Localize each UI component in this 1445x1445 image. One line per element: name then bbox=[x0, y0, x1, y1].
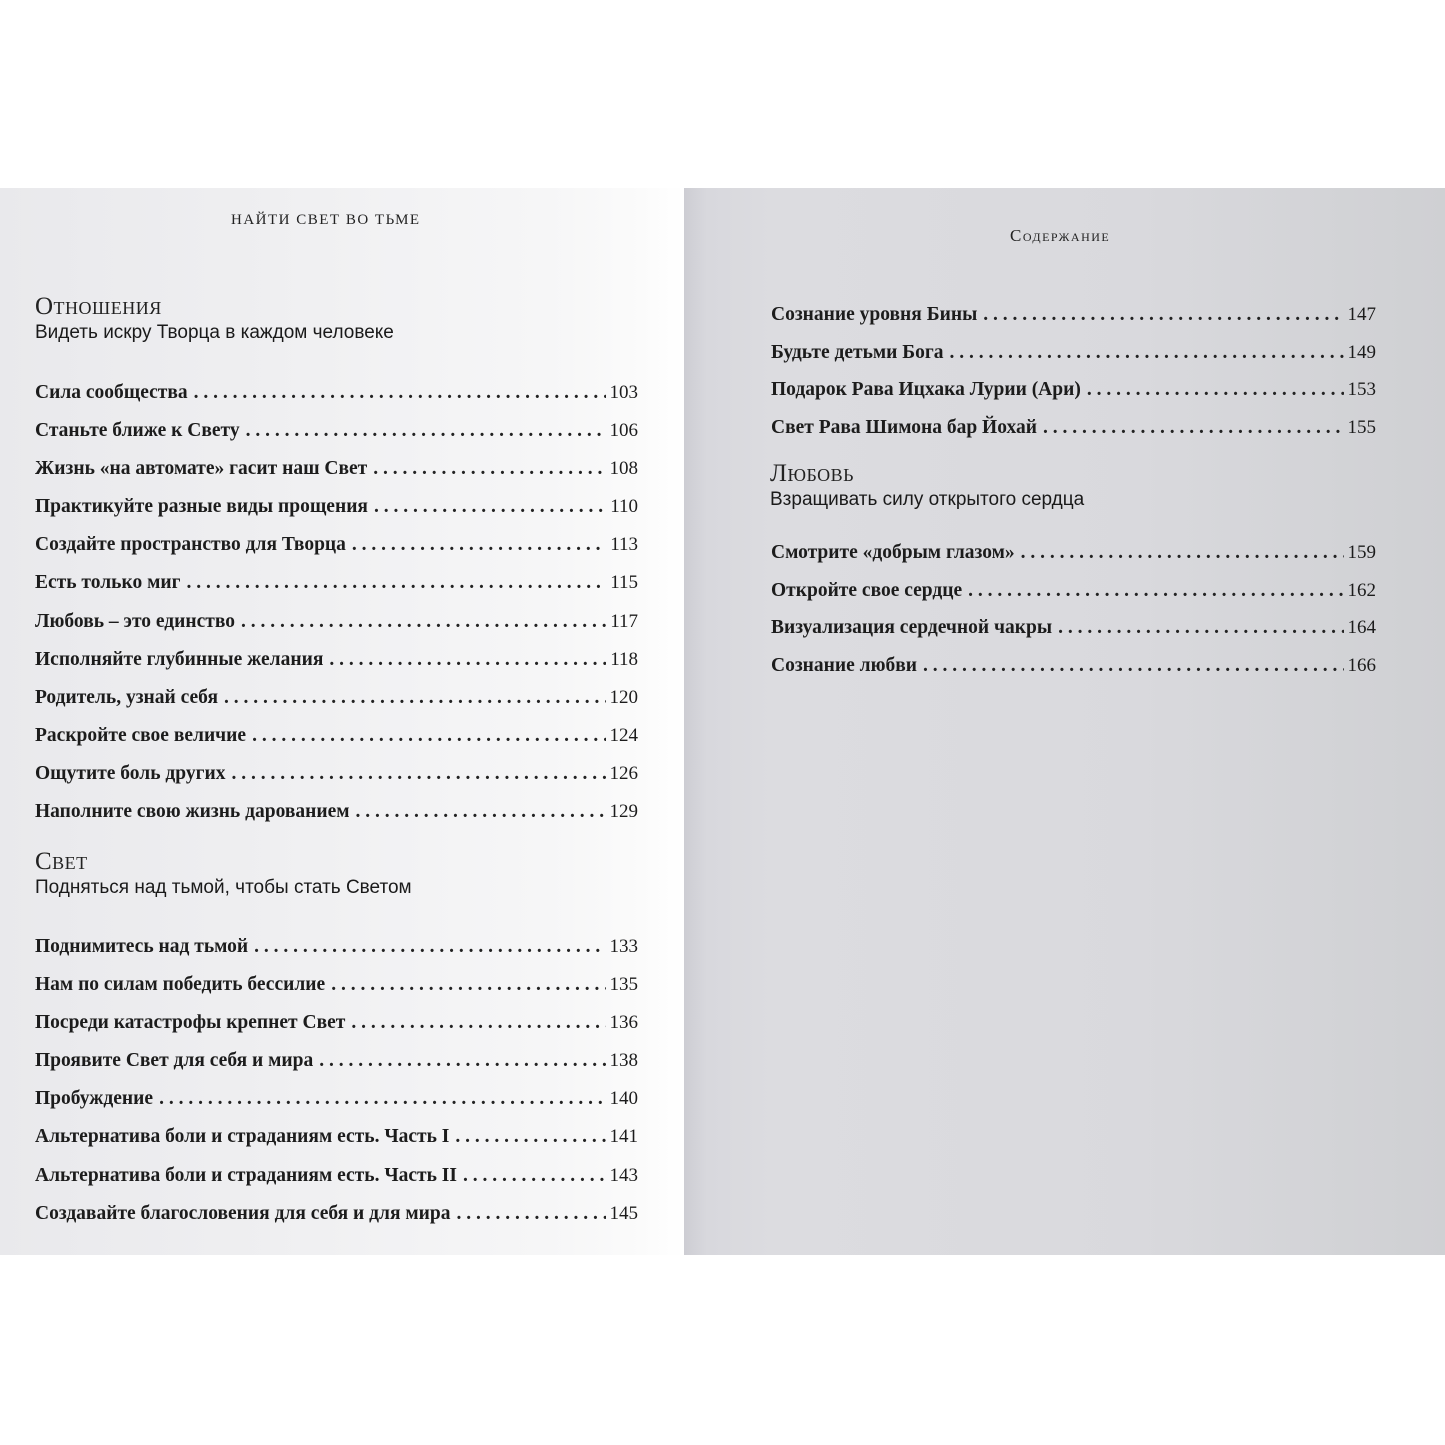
toc-entry[interactable] bbox=[35, 488, 638, 526]
toc-page-number: 129 bbox=[609, 801, 638, 823]
dot-leader bbox=[331, 966, 605, 1004]
toc-page-number: 115 bbox=[610, 572, 638, 594]
section-heading-relationships bbox=[35, 293, 394, 345]
toc-entry-title: Посреди катастрофы крепнет Свет bbox=[35, 1012, 346, 1034]
dot-leader bbox=[231, 755, 605, 793]
toc-entry[interactable] bbox=[35, 526, 638, 564]
toc-page-number: 149 bbox=[1347, 341, 1376, 363]
dot-leader bbox=[351, 1004, 605, 1042]
toc-entry[interactable] bbox=[771, 371, 1376, 409]
toc-page-number: 120 bbox=[609, 686, 638, 708]
toc-entry[interactable] bbox=[35, 928, 638, 966]
toc-entry-title: Подарок Рава Ицхака Лурии (Ари) bbox=[771, 379, 1081, 400]
toc-entry[interactable] bbox=[35, 1157, 638, 1195]
dot-leader bbox=[374, 488, 606, 526]
toc-list-light bbox=[35, 928, 638, 1233]
toc-list-relationships bbox=[35, 374, 638, 831]
section-heading-light bbox=[35, 848, 412, 900]
toc-entry[interactable] bbox=[35, 603, 638, 641]
toc-entry[interactable] bbox=[771, 609, 1376, 647]
dot-leader bbox=[224, 679, 606, 717]
dot-leader bbox=[159, 1080, 605, 1118]
dot-leader bbox=[241, 603, 606, 641]
toc-page-number: 136 bbox=[609, 1012, 638, 1034]
toc-entry[interactable] bbox=[35, 1118, 638, 1156]
toc-page-number: 155 bbox=[1347, 416, 1376, 438]
left-page bbox=[0, 188, 684, 1255]
toc-entry-title: Практикуйте разные виды прощения bbox=[35, 496, 368, 518]
running-head-right: Содержание bbox=[1010, 226, 1111, 245]
toc-page-number: 141 bbox=[609, 1126, 638, 1148]
toc-entry[interactable] bbox=[35, 966, 638, 1004]
toc-page-number: 138 bbox=[609, 1050, 638, 1072]
dot-leader bbox=[1043, 409, 1344, 446]
section-heading-love bbox=[770, 460, 1084, 512]
running-head-left: НАЙТИ СВЕТ ВО ТЬМЕ bbox=[231, 212, 421, 228]
dot-leader bbox=[186, 564, 606, 602]
toc-page-number: 166 bbox=[1347, 654, 1376, 676]
dot-leader bbox=[356, 793, 606, 831]
toc-entry-title: Раскройте свое величие bbox=[35, 724, 247, 746]
toc-page-number: 143 bbox=[609, 1164, 638, 1186]
toc-entry-title: Родитель, узнай себя bbox=[35, 686, 218, 708]
toc-entry-title: Создавайте благословения для себя и для мира bbox=[35, 1202, 451, 1224]
toc-page-number: 124 bbox=[609, 724, 638, 746]
dot-leader bbox=[373, 450, 605, 488]
section-title: Отношения bbox=[35, 293, 162, 320]
toc-page-number: 106 bbox=[609, 420, 638, 442]
toc-entry-title: Альтернатива боли и страданиям есть. Часть I bbox=[35, 1126, 450, 1148]
dot-leader bbox=[1021, 534, 1344, 571]
dot-leader bbox=[968, 572, 1343, 609]
toc-entry-title: Наполните свою жизнь дарованием bbox=[35, 801, 350, 823]
dot-leader bbox=[194, 374, 606, 412]
toc-page-number: 140 bbox=[609, 1088, 638, 1110]
toc-entry[interactable] bbox=[35, 1080, 638, 1118]
dot-leader bbox=[319, 1042, 605, 1080]
dot-leader bbox=[329, 641, 606, 679]
toc-entry-title: Жизнь «на автомате» гасит наш Свет bbox=[35, 458, 368, 480]
toc-entry[interactable] bbox=[35, 1004, 638, 1042]
section-subtitle: Видеть искру Творца в каждом человеке bbox=[35, 322, 394, 343]
toc-entry[interactable] bbox=[35, 679, 638, 717]
dot-leader bbox=[246, 412, 606, 450]
dot-leader bbox=[252, 717, 605, 755]
toc-entry-title: Пробуждение bbox=[35, 1088, 154, 1110]
toc-entry[interactable] bbox=[771, 647, 1376, 685]
toc-entry-title: Откройте свое сердце bbox=[771, 579, 963, 601]
section-title: Свет bbox=[35, 848, 88, 875]
toc-entry[interactable] bbox=[35, 1195, 638, 1233]
toc-page-number: 153 bbox=[1347, 379, 1376, 400]
dot-leader bbox=[983, 296, 1343, 333]
toc-entry[interactable] bbox=[35, 1042, 638, 1080]
toc-entry-title: Свет Рава Шимона бар Йохай bbox=[771, 416, 1037, 438]
toc-page-number: 117 bbox=[610, 610, 638, 632]
book-spread bbox=[0, 188, 1445, 1255]
toc-entry-title: Исполняйте глубинные желания bbox=[35, 648, 324, 670]
toc-entry-title: Ощутите боль других bbox=[35, 762, 226, 784]
toc-page-number: 133 bbox=[609, 936, 638, 957]
toc-entry-title: Сила сообщества bbox=[35, 382, 188, 403]
toc-entry[interactable] bbox=[35, 793, 638, 831]
toc-entry-title: Будьте детьми Бога bbox=[771, 341, 944, 363]
toc-entry[interactable] bbox=[35, 374, 638, 412]
dot-leader bbox=[1087, 371, 1344, 408]
dot-leader bbox=[254, 928, 605, 966]
toc-page-number: 145 bbox=[609, 1202, 638, 1224]
toc-page-number: 159 bbox=[1347, 542, 1376, 563]
toc-entry[interactable] bbox=[35, 564, 638, 602]
toc-entry-title: Проявите Свет для себя и мира bbox=[35, 1050, 314, 1072]
dot-leader bbox=[1058, 609, 1343, 646]
toc-entry[interactable] bbox=[771, 334, 1376, 372]
toc-page-number: 164 bbox=[1347, 617, 1376, 638]
toc-page-number: 135 bbox=[609, 974, 638, 996]
toc-entry-title: Визуализация сердечной чакры bbox=[771, 617, 1053, 638]
toc-page-number: 147 bbox=[1347, 304, 1376, 325]
toc-entry-title: Станьте ближе к Свету bbox=[35, 420, 240, 442]
toc-entry-title: Создайте пространство для Творца bbox=[35, 534, 346, 556]
toc-entry-title: Нам по силам победить бессилие bbox=[35, 974, 326, 996]
toc-entry-title: Поднимитесь над тьмой bbox=[35, 936, 249, 957]
toc-entry[interactable] bbox=[771, 534, 1376, 572]
toc-entry-title: Смотрите «добрым глазом» bbox=[771, 542, 1015, 563]
dot-leader bbox=[352, 526, 606, 564]
toc-entry[interactable] bbox=[35, 755, 638, 793]
toc-page-number: 108 bbox=[609, 458, 638, 480]
toc-entry-title: Есть только миг bbox=[35, 572, 181, 594]
toc-page-number: 162 bbox=[1347, 579, 1376, 601]
dot-leader bbox=[463, 1157, 606, 1195]
toc-page-number: 126 bbox=[609, 762, 638, 784]
toc-entry[interactable] bbox=[35, 641, 638, 679]
toc-entry[interactable] bbox=[771, 296, 1376, 334]
section-subtitle: Подняться над тьмой, чтобы стать Светом bbox=[35, 877, 412, 898]
dot-leader bbox=[455, 1118, 605, 1156]
dot-leader bbox=[923, 647, 1343, 684]
toc-entry-title: Сознание уровня Бины bbox=[771, 304, 978, 325]
section-title: Любовь bbox=[770, 460, 855, 487]
toc-entry[interactable] bbox=[35, 717, 638, 755]
toc-page-number: 103 bbox=[609, 382, 638, 403]
toc-entry[interactable] bbox=[35, 450, 638, 488]
dot-leader bbox=[457, 1195, 606, 1233]
section-subtitle: Взращивать силу открытого сердца bbox=[770, 489, 1085, 510]
toc-entry-title: Альтернатива боли и страданиям есть. Часть II bbox=[35, 1164, 457, 1186]
toc-page-number: 113 bbox=[610, 534, 638, 556]
right-page bbox=[684, 188, 1445, 1255]
dot-leader bbox=[950, 334, 1344, 371]
toc-entry-title: Любовь – это единство bbox=[35, 610, 236, 632]
toc-entry-title: Сознание любви bbox=[771, 654, 918, 676]
toc-list-continued bbox=[771, 296, 1376, 446]
toc-entry[interactable] bbox=[771, 572, 1376, 610]
toc-page-number: 118 bbox=[610, 648, 638, 670]
toc-page-number: 110 bbox=[610, 496, 638, 518]
toc-entry[interactable] bbox=[771, 409, 1376, 447]
toc-list-love bbox=[771, 534, 1376, 684]
toc-entry[interactable] bbox=[35, 412, 638, 450]
